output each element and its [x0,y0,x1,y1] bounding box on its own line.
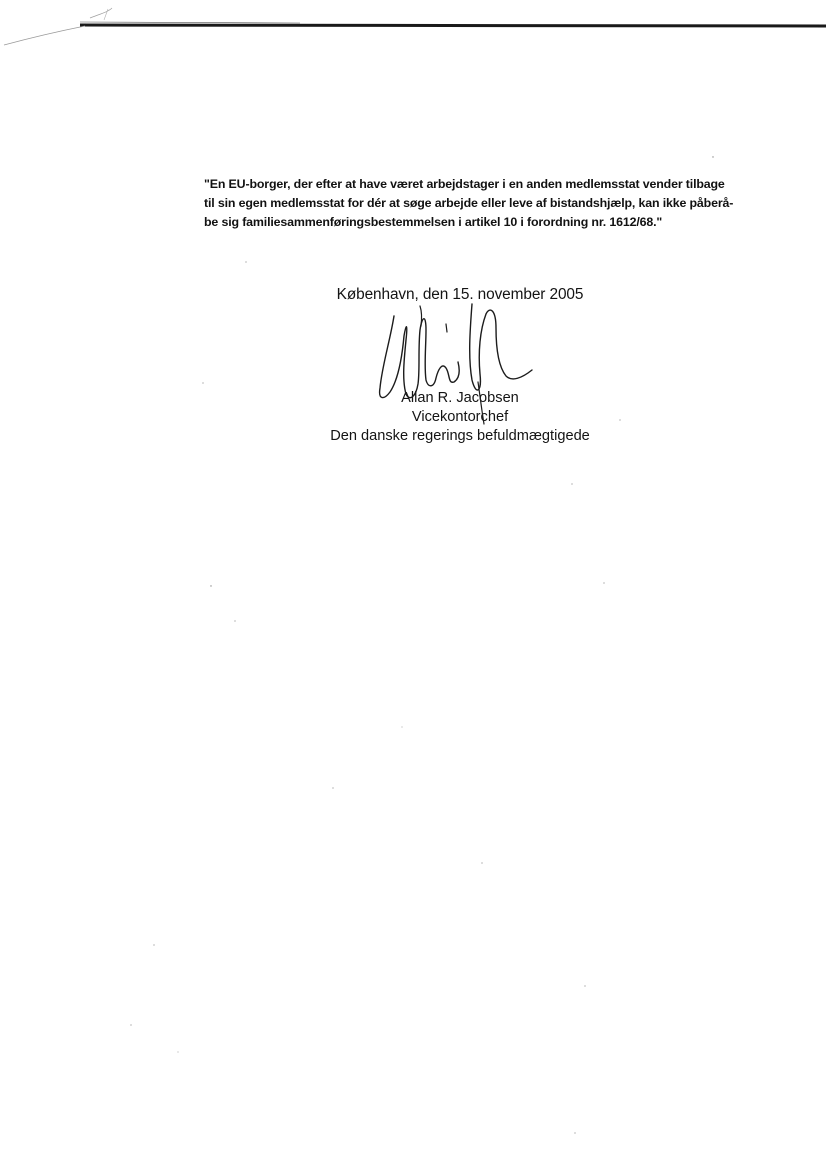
signer-title: Vicekontorchef [411,409,509,425]
quote-line: be sig familiesammenføringsbestemmelsen i artikel 10 i forordning nr. 1612/68." [204,215,663,229]
signer-role: Den danske regerings befuldmægtigede [330,428,590,444]
quote-line: "En EU-borger, der efter at have været arbejdstager i en anden medlemsstat vender tilbage [204,177,725,191]
quote-line: til sin egen medlemsstat for dér at søge arbejde eller leve af bistandshjælp, kan ikke påberå- [204,196,734,210]
place-and-date: København, den 15. november 2005 [336,286,584,303]
signer-name: Allan R. Jacobsen [401,390,519,406]
